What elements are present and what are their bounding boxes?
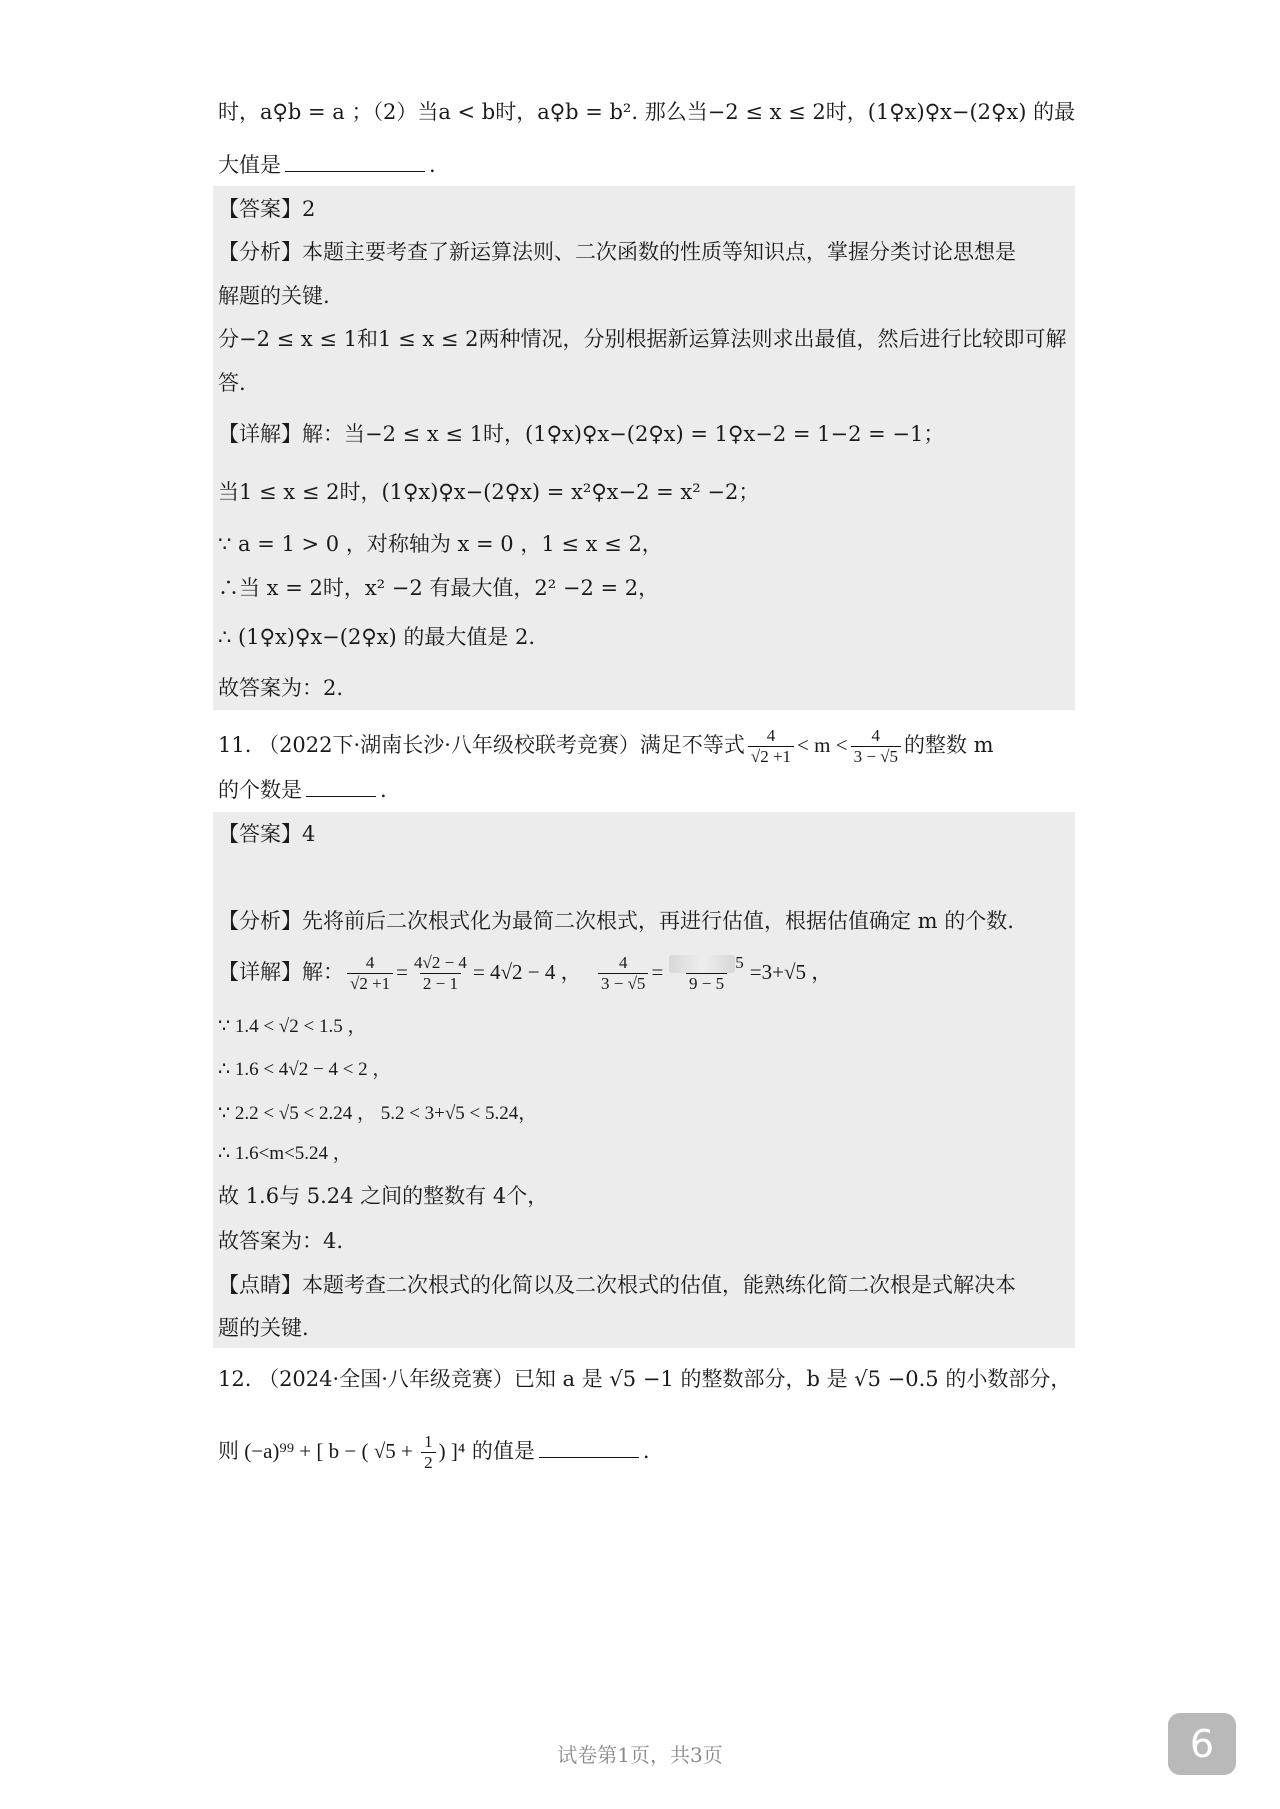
frac-numerator: 4	[618, 953, 628, 972]
q12-stem-end: 的值是	[471, 1439, 535, 1463]
page-number-badge[interactable]: 6	[1168, 1713, 1236, 1775]
q11-step-4: ∴ 1.6<m<5.24 ，	[218, 1143, 352, 1164]
q11-d1-frac	[347, 953, 393, 994]
q12-expression-suffix: ) ]⁴	[438, 1439, 466, 1463]
frac-numerator-visible: 5	[735, 952, 744, 972]
q12-stem-line1: 12. （2024·全国·八年级竞赛）已知 a 是 √5 −1 的整数部分，b 是 √5 −0.5 的小数部分，	[218, 1367, 1072, 1391]
q11-step-5: 故 1.6与 5.24 之间的整数有 4个，	[218, 1184, 549, 1208]
q11-d1-frac2	[411, 953, 470, 994]
q12-half-frac	[421, 1432, 436, 1473]
frac-numerator: 4	[365, 953, 375, 972]
q11-step-3: ∵ 2.2 < √5 < 2.24 ， 5.2 < 3+√5 < 5.24，	[218, 1103, 538, 1124]
q10-detail-4: ∴当 x = 2时，x² −2 有最大值，2² −2 = 2，	[218, 576, 660, 600]
q11-fraction-left	[748, 726, 794, 767]
q10-intro-line1: 时，a♀b = a ；（2）当a < b时，a♀b = b². 那么当−2 ≤ x ≤ 2时，(1♀x)♀x−(2♀x) 的最	[218, 100, 1076, 124]
q10-answer: 【答案】2	[218, 197, 316, 221]
q11-detail-label: 【详解】解：	[218, 960, 344, 984]
q11-stem-line1	[218, 722, 994, 768]
q12-stem-line2: 则 (−a)⁹⁹ + [ b − ( √5 + $\frac{1}{2}$ ) ]⁴ 的值是 .	[218, 1432, 650, 1472]
q10-intro-line2: 大值是 .	[218, 153, 436, 177]
frac-denominator: 3 − √5	[851, 746, 901, 767]
q11-inequality-middle: < m <	[797, 733, 848, 757]
frac-numerator: 4	[871, 726, 881, 745]
q11-answer: 【答案】4	[218, 822, 316, 846]
q10-detail-5: ∴ (1♀x)♀x−(2♀x) 的最大值是 2.	[218, 625, 536, 649]
answer-blank	[306, 795, 376, 797]
frac-numerator: 1	[424, 1432, 433, 1451]
frac-denominator: √2 +1	[347, 973, 393, 994]
q10-analysis-2: 解题的关键.	[218, 284, 330, 308]
q11-stem-suffix: 的整数 m	[904, 733, 994, 757]
q11-d2-result: =3+√5 ，	[749, 960, 833, 984]
q10-intro-text: 大值是	[218, 153, 281, 177]
q11-stem-prefix: 11. （2022下·湖南长沙·八年级校联考竞赛）满足不等式	[218, 733, 745, 757]
frac-denominator: 2 − 1	[420, 973, 461, 994]
q11-final: 故答案为：4.	[218, 1229, 344, 1253]
q10-detail-1: 【详解】解：当−2 ≤ x ≤ 1时，(1♀x)♀x−(2♀x) = 1♀x−2 = 1−2 = −1；	[218, 422, 945, 446]
frac-numerator	[666, 953, 747, 973]
q11-fraction-right	[851, 726, 901, 767]
q10-detail-2: 当1 ≤ x ≤ 2时，(1♀x)♀x−(2♀x) = x²♀x−2 = x² −2；	[218, 480, 760, 504]
q11-analysis: 【分析】先将前后二次根式化为最简二次根式，再进行估值，根据估值确定 m 的个数.	[218, 909, 1014, 933]
blurred-region	[669, 955, 735, 973]
answer-blank	[539, 1456, 639, 1458]
q11-stem-line2: 的个数是 .	[218, 778, 387, 802]
q11-stem-line2-text: 的个数是	[218, 778, 302, 802]
q10-analysis-3: 分−2 ≤ x ≤ 1和1 ≤ x ≤ 2两种情况，分别根据新运算法则求出最值，然后进行比较即可解	[218, 327, 1067, 351]
answer-blank	[285, 170, 425, 172]
q11-comment-1: 【点睛】本题考查二次根式的化简以及二次根式的估值，能熟练化简二次根是式解决本	[218, 1273, 1016, 1297]
frac-numerator: 4	[766, 726, 776, 745]
q11-d2-frac2	[666, 953, 747, 994]
q12-expression-prefix: 则 (−a)⁹⁹ + [ b − ( √5 +	[218, 1439, 419, 1463]
q11-step-2: ∴ 1.6 < 4√2 − 4 < 2 ，	[218, 1059, 392, 1080]
q11-comment-2: 题的关键.	[218, 1316, 309, 1340]
q10-analysis-4: 答.	[218, 371, 246, 395]
frac-denominator: 3 − √5	[598, 973, 648, 994]
equals-sign: =	[651, 960, 664, 984]
q10-final: 故答案为：2.	[218, 676, 344, 700]
q10-analysis-1: 【分析】本题主要考查了新运算法则、二次函数的性质等知识点，掌握分类讨论思想是	[218, 240, 1016, 264]
frac-denominator: 2	[421, 1452, 436, 1473]
q10-detail-3: ∵ a = 1 > 0 ，对称轴为 x = 0 ，1 ≤ x ≤ 2，	[218, 532, 663, 556]
frac-denominator: √2 +1	[748, 746, 794, 767]
q11-step-1: ∵ 1.4 < √2 < 1.5 ，	[218, 1016, 367, 1037]
q11-detail-1	[218, 947, 832, 997]
q11-d1-result: = 4√2 − 4 ，	[472, 960, 582, 984]
q11-d2-frac	[598, 953, 648, 994]
equals-sign: =	[396, 960, 409, 984]
page-footer: 试卷第1页，共3页	[557, 1743, 723, 1767]
frac-numerator: 4√2 − 4	[414, 953, 467, 972]
frac-denominator: 9 − 5	[686, 973, 727, 994]
